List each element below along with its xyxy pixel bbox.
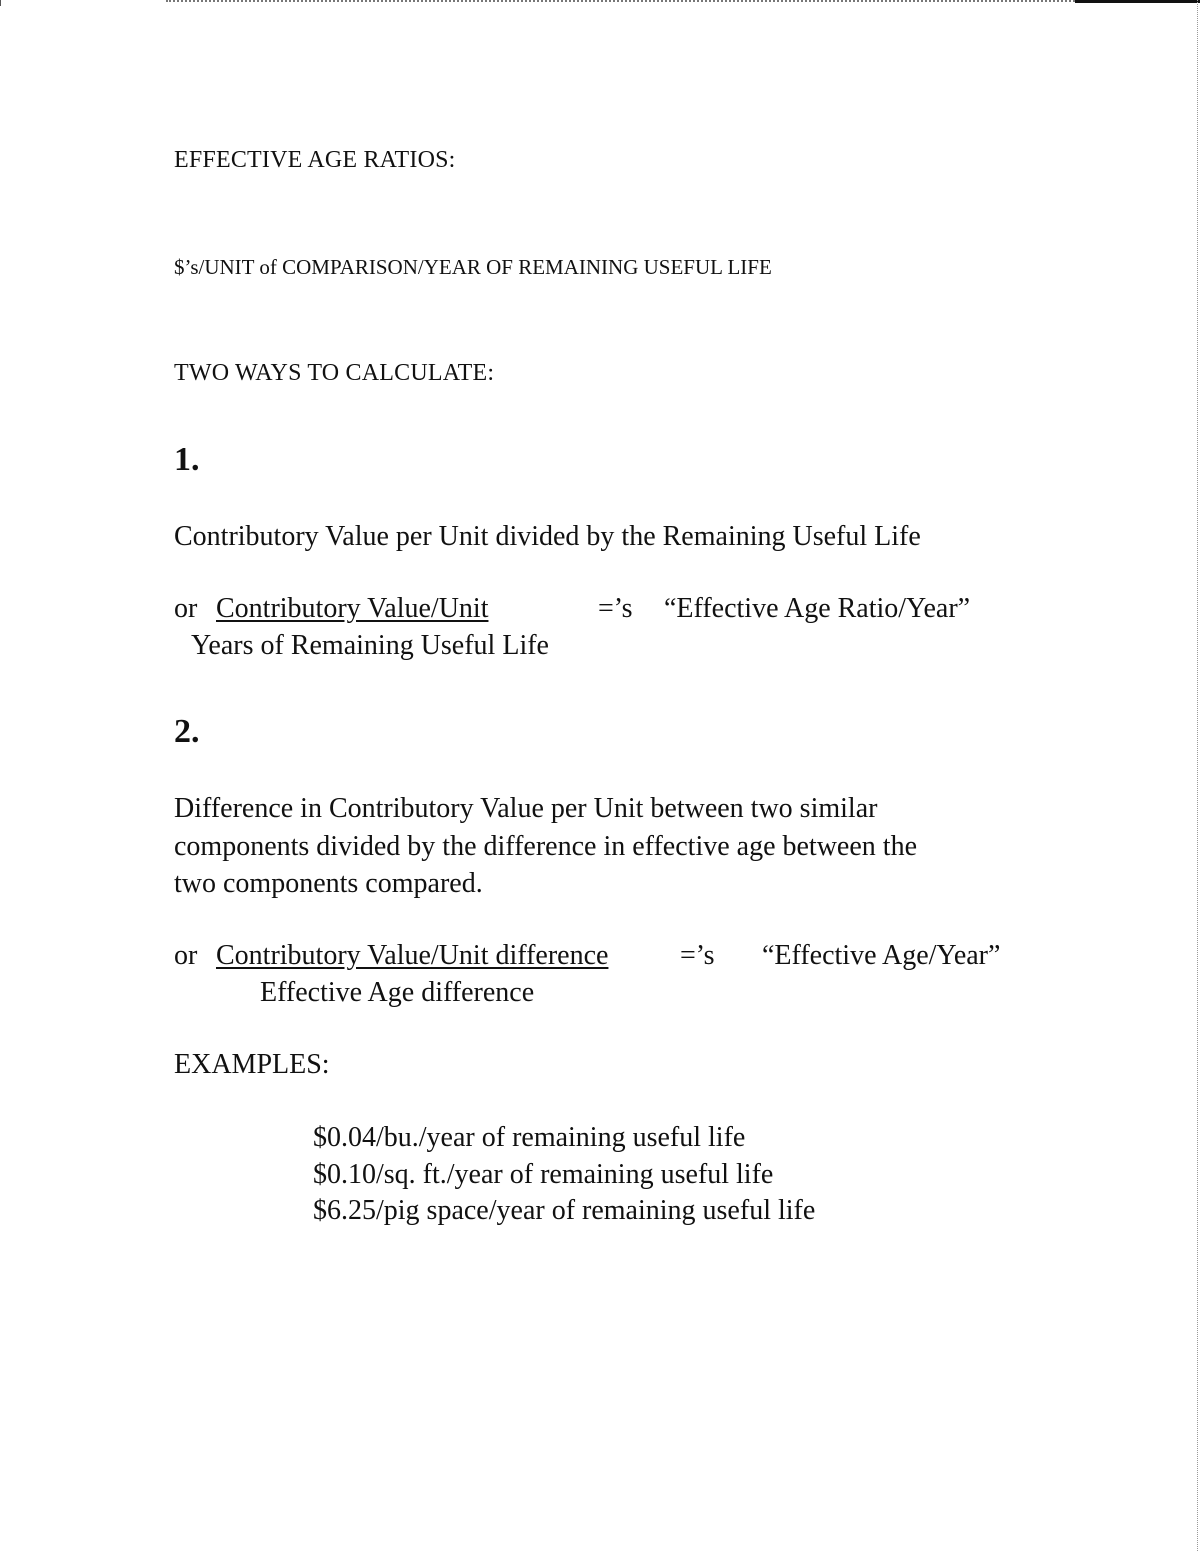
method-1-numerator: Contributory Value/Unit [216, 593, 489, 624]
method-2-denominator: Effective Age difference [260, 977, 535, 1008]
method-1-formula [174, 595, 197, 623]
method-1-description: Contributory Value per Unit divided by the Remaining Useful Life [174, 521, 921, 552]
scan-edge-mark [1075, 0, 1200, 6]
method-1-number: 1. [174, 441, 200, 478]
method-2-numerator: Contributory Value/Unit difference [216, 940, 609, 971]
method-1-result: “Effective Age Ratio/Year” [664, 593, 971, 624]
method-1-denominator: Years of Remaining Useful Life [191, 630, 549, 661]
example-item: $6.25/pig space/year of remaining useful life [313, 1195, 816, 1226]
page-heading: EFFECTIVE AGE RATIOS: [174, 147, 456, 173]
scan-edge-mark [1196, 0, 1198, 1551]
method-2-formula-prefix: or [174, 940, 198, 971]
method-2-description-line: two components compared. [174, 868, 483, 899]
method-2-description-line: Difference in Contributory Value per Unit between two similar [174, 793, 878, 824]
example-item: $0.10/sq. ft./year of remaining useful life [313, 1159, 774, 1190]
scan-edge-mark [0, 0, 7, 6]
example-item: $0.04/bu./year of remaining useful life [313, 1122, 746, 1153]
method-2-equals: =’s [680, 940, 715, 971]
page-subheading: $’s/UNIT of COMPARISON/YEAR OF REMAINING USEFUL LIFE [174, 255, 772, 279]
examples-heading: EXAMPLES: [174, 1049, 330, 1080]
ways-heading: TWO WAYS TO CALCULATE: [174, 360, 495, 386]
method-1-equals: =’s [598, 593, 633, 624]
formula-prefix: or [174, 593, 198, 624]
method-2-number: 2. [174, 713, 200, 750]
method-2-description-line: components divided by the difference in effective age between the [174, 831, 917, 862]
scan-edge-mark [166, 0, 1166, 5]
method-2-result: “Effective Age/Year” [762, 940, 1001, 971]
